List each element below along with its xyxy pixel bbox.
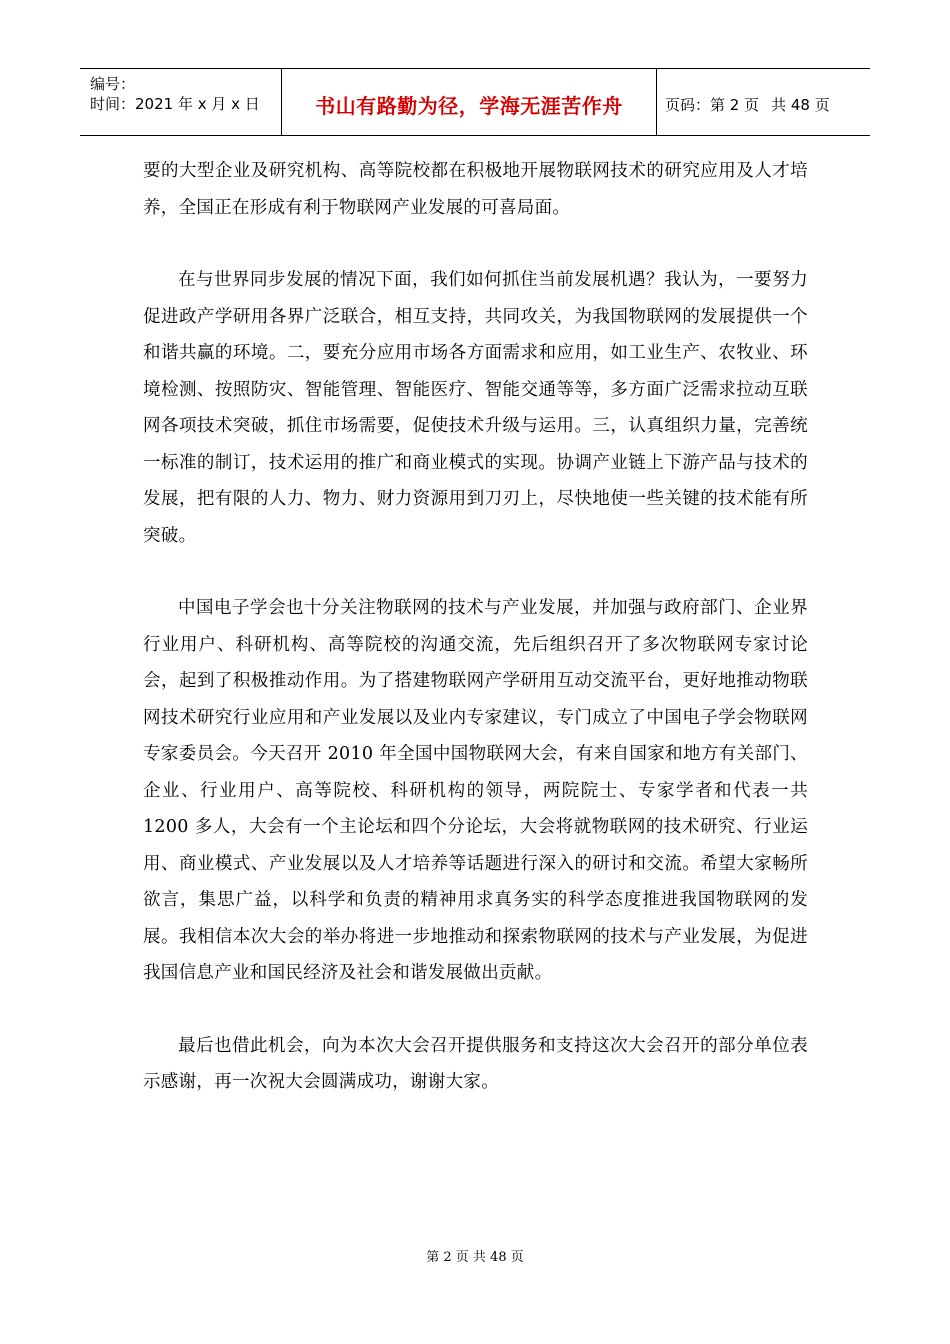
header-motto: 书山有路勤为径，学海无涯苦作舟 [315, 93, 623, 118]
header-page-number: 页码：第 2 页 [665, 95, 760, 114]
document-date-label: 时间：2021 年 x 月 x 日 [90, 95, 260, 113]
paragraph-development-strategy: 在与世界同步发展的情况下面，我们如何抓住当前发展机遇？我认为，一要努力促进政产学研用各界广泛联合，相互支持，共同攻关，为我国物联网的发展提供一个和谐共赢的环境。二，要充分应用市场各方面需求和应用，如工业生产、农牧业、环境检测、按照防灾、智能管理、智能医疗、智能交通等等，多方面广泛需求拉动互联网各项技术突破，抓住市场需要，促使技术升级与运用。三，认真组织力量，完善统一标准的制订，技术运用的推广和商业模式的实现。协调产业链上下游产品与技术的发展，把有限的人力、物力、财力资源用到刀刃上，尽快地使一些关键的技术能有所突破。 [143, 270, 808, 546]
header-meta-cell [80, 69, 282, 135]
paragraph-continuation: 要的大型企业及研究机构、高等院校都在积极地开展物联网技术的研究应用及人才培养，全国正在形成有利于物联网产业发展的可喜局面。 [143, 161, 808, 218]
page-header [80, 68, 870, 136]
header-motto-cell [282, 69, 657, 135]
paragraph-closing-thanks: 最后也借此机会，向为本次大会召开提供服务和支持这次大会召开的部分单位表示感谢，再一次祝大会圆满成功，谢谢大家。 [143, 1035, 808, 1092]
page-footer: 第 2 页 共 48 页 [426, 1250, 524, 1265]
paragraph-society-activities: 中国电子学会也十分关注物联网的技术与产业发展，并加强与政府部门、企业界行业用户、科研机构、高等院校的沟通交流，先后组织召开了多次物联网专家讨论会，起到了积极推动作用。为了搭建物联网产学研用互动交流平台，更好地推动物联网技术研究行业应用和产业发展以及业内专家建议，专门成立了中国电子学会物联网专家委员会。今天召开 2010 年全国中国物联网大会，有来自国家和地方有关部门、企业、行业用户、高等院校、科研机构的领导，两院院士、专家学者和代表一共 1200 多人，大会有一个主论坛和四个分论坛，大会将就物联网的技术研究、行业运用、商业模式、产业发展以及人才培养等话题进行深入的研讨和交流。希望大家畅所欲言，集思广益，以科学和负责的精神用求真务实的科学态度推进我国物联网的发展。我相信本次大会的举办将进一步地推动和探索物联网的技术与产业发展，为促进我国信息产业和国民经济及社会和谐发展做出贡献。 [143, 598, 808, 983]
header-page-total: 共 48 页 [771, 95, 830, 114]
document-body [143, 153, 808, 1101]
document-number-label: 编号： [90, 75, 136, 93]
header-page-cell [657, 69, 870, 135]
